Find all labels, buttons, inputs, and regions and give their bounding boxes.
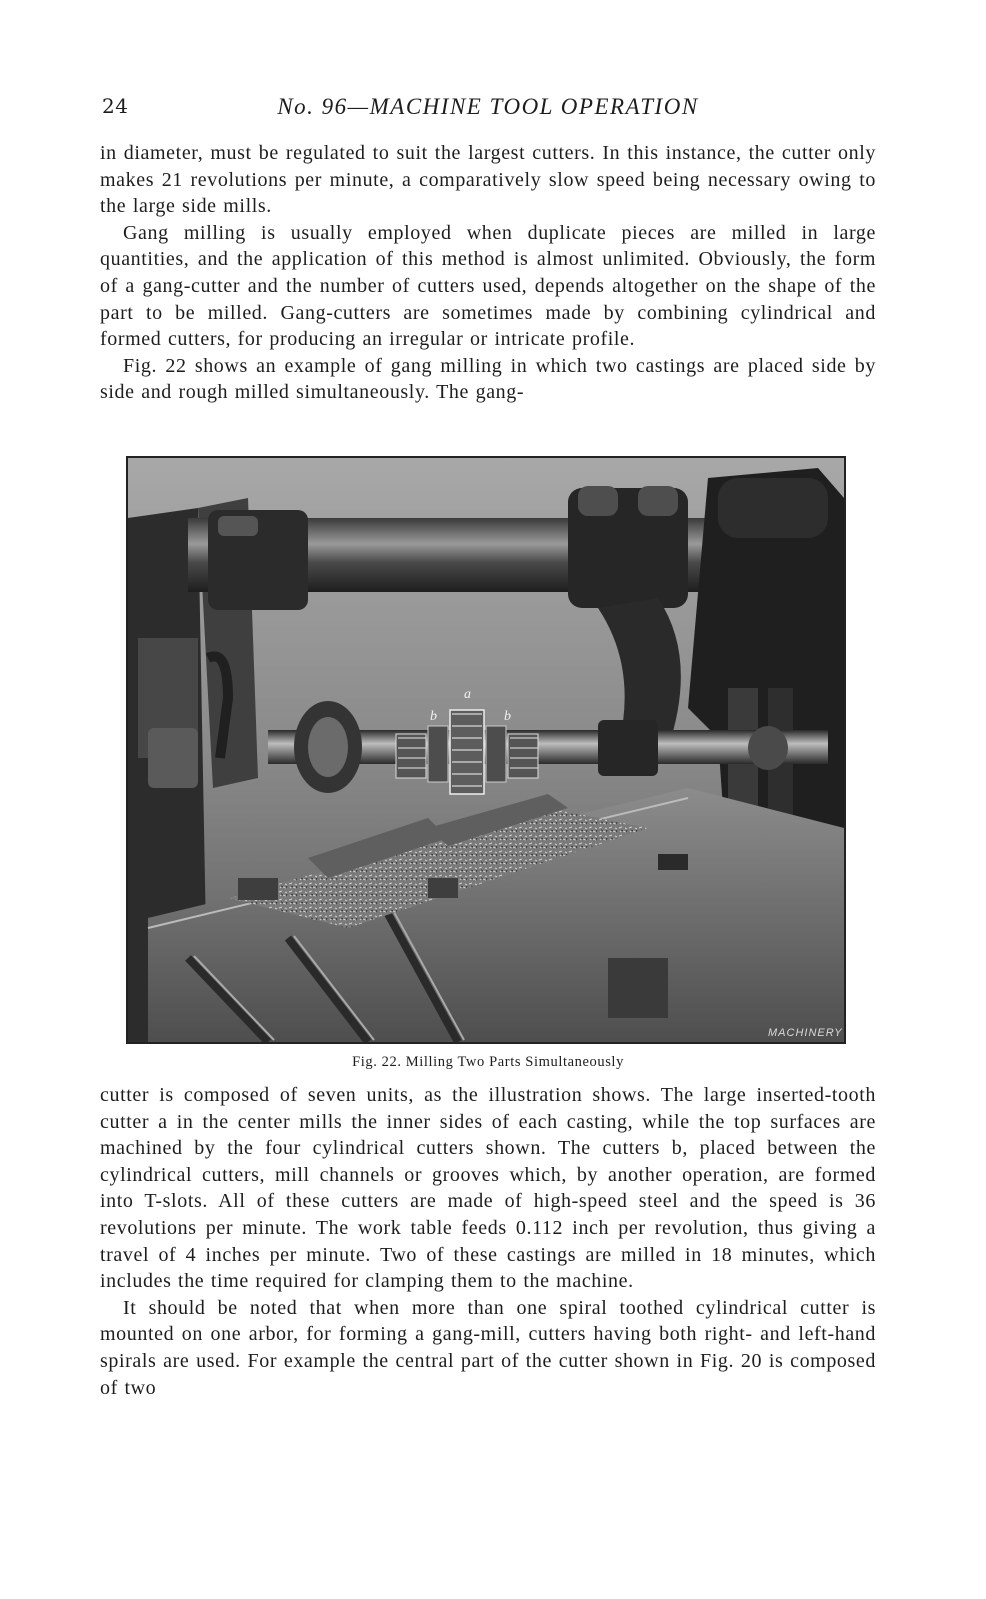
milling-machine-illustration: [128, 458, 844, 1042]
cutter-label-a: a: [464, 687, 471, 702]
running-title: No. 96—MACHINE TOOL OPERATION: [277, 94, 699, 119]
figure-22-photo: [126, 456, 846, 1044]
body-text-top: [100, 140, 876, 406]
cutter-label-b-left: b: [430, 709, 437, 724]
paragraph-gang-milling: Gang milling is usually employed when duplicate pieces are milled in large quantities, and the application of this method is almost unlimited. Obviously, the form of a gang-cutter and the number of cutters used, depends altogether on the shape of the part to be milled. Gang-cutters are sometimes made by combining cylindrical and formed cutters, for producing an irregular or intricate profile.: [100, 221, 876, 351]
cutter-label-b-right: b: [504, 709, 511, 724]
page-number: 24: [102, 94, 129, 118]
paragraph-continued: in diameter, must be regulated to suit the largest cutters. In this instance, the cutter only makes 21 revolutions per minute, a comparatively slow speed being necessary owing to the large side mills.: [100, 142, 876, 218]
body-text-bottom: [100, 1082, 876, 1401]
page-header: [100, 94, 876, 124]
figure-caption: Fig. 22. Milling Two Parts Simultaneously: [352, 1054, 624, 1070]
paragraph-fig-22-intro: Fig. 22 shows an example of gang milling in which two castings are placed side by side and rough milled simultaneously. The gang-: [100, 354, 876, 404]
machinery-watermark: MACHINERY: [768, 1027, 843, 1039]
paragraph-spiral-cutters: It should be noted that when more than one spiral toothed cylindrical cutter is mounted on one arbor, for forming a gang-mill, cutters having both right- and left-hand spirals are used. For example the central part of the cutter shown in Fig. 20 is composed of two: [100, 1296, 876, 1399]
paragraph-cutter-composition: cutter is composed of seven units, as the illustration shows. The large inserted-tooth cutter a in the center mills the inner sides of each casting, while the top surfaces are machined by the four cylindrical cutters shown. The cutters b, placed between the cylindrical cutters, mill channels or grooves which, by another operation, are formed into T-slots. All of these cutters are made of high-speed steel and the speed is 36 revolutions per minute. The work table feeds 0.112 inch per revolution, thus giving a travel of 4 inches per minute. Two of these castings are milled in 18 minutes, which includes the time required for clamping them to the machine.: [100, 1084, 876, 1293]
